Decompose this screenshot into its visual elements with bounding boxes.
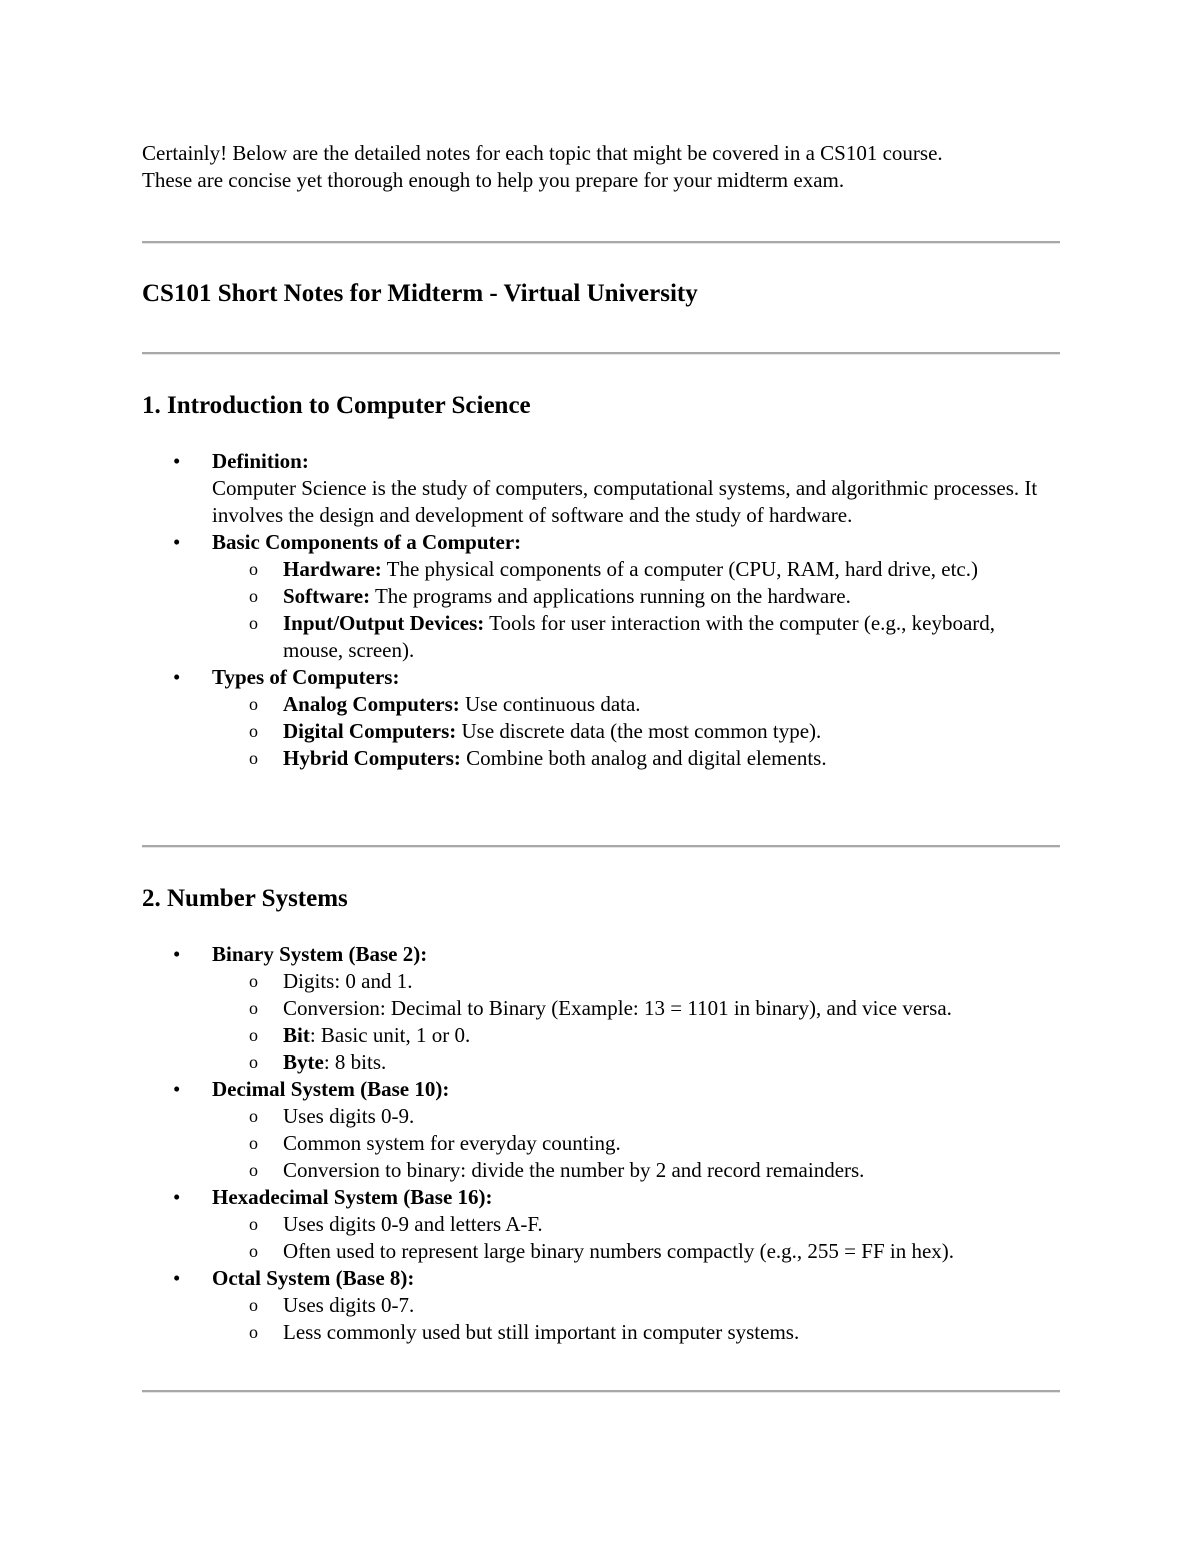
document-title: CS101 Short Notes for Midterm - Virtual University <box>142 280 698 307</box>
item-text: Often used to represent large binary numbers compactly (e.g., 255 = FF in hex). <box>283 1239 955 1263</box>
sublist-item <box>212 1103 1060 1130</box>
item-text: Uses digits 0-7. <box>283 1293 415 1317</box>
sublist-item <box>212 556 1060 583</box>
item-text: The programs and applications running on the hardware. <box>370 584 851 608</box>
item-term: Input/Output Devices: <box>283 611 485 635</box>
sublist-item <box>212 1319 1060 1346</box>
hex-sublist <box>212 1211 1060 1265</box>
list-item-types <box>142 664 1060 772</box>
definition-label: • Definition: <box>212 449 309 473</box>
item-text: Use discrete data (the most common type). <box>456 719 822 743</box>
sublist-item <box>212 968 1060 995</box>
sublist-item <box>212 610 1060 664</box>
item-text: Combine both analog and digital elements. <box>460 746 827 770</box>
octal-label: • Octal System (Base 8): <box>212 1266 415 1290</box>
item-text: The physical components of a computer (CPU, RAM, hard drive, etc.) <box>381 557 978 581</box>
sublist-item <box>212 1130 1060 1157</box>
sublist-item <box>212 745 1060 772</box>
list-item-definition <box>142 448 1060 529</box>
item-term: Digital Computers: <box>283 719 457 743</box>
item-term: Bit <box>283 1023 310 1047</box>
sublist-item <box>212 1157 1060 1184</box>
sublist-item <box>212 583 1060 610</box>
item-text: Less commonly used but still important in computer systems. <box>283 1320 800 1344</box>
definition-text: Computer Science is the study of computers, computational systems, and algorithmic processes. It involves the design and development of software and the study of hardware. <box>212 476 1038 527</box>
item-text: Digits: 0 and 1. <box>283 969 413 993</box>
item-text: Conversion: Decimal to Binary (Example: 13 = 1101 in binary), and vice versa. <box>283 996 952 1020</box>
item-term: Hybrid Computers: <box>283 746 461 770</box>
intro-line-1: Certainly! Below are the detailed notes for each topic that might be covered in a CS101 course. <box>142 141 943 165</box>
horizontal-rule <box>142 1390 1060 1393</box>
horizontal-rule <box>142 241 1060 244</box>
types-label: • Types of Computers: <box>212 665 400 689</box>
item-term: Analog Computers: <box>283 692 460 716</box>
intro-paragraph <box>142 140 1060 194</box>
octal-sublist <box>212 1292 1060 1346</box>
binary-sublist <box>212 968 1060 1076</box>
item-text: Uses digits 0-9. <box>283 1104 415 1128</box>
list-item-binary <box>142 941 1060 1076</box>
list-item-decimal <box>142 1076 1060 1184</box>
sublist-item <box>212 1238 1060 1265</box>
item-text: : Basic unit, 1 or 0. <box>309 1023 471 1047</box>
hex-label: • Hexadecimal System (Base 16): <box>212 1185 493 1209</box>
components-sublist <box>212 556 1060 664</box>
sublist-item <box>212 691 1060 718</box>
horizontal-rule <box>142 845 1060 848</box>
list-item-octal <box>142 1265 1060 1346</box>
list-item-components <box>142 529 1060 664</box>
decimal-label: • Decimal System (Base 10): <box>212 1077 450 1101</box>
horizontal-rule <box>142 352 1060 355</box>
item-text: Use continuous data. <box>459 692 641 716</box>
item-term: Hardware: <box>283 557 382 581</box>
types-sublist <box>212 691 1060 772</box>
decimal-sublist <box>212 1103 1060 1184</box>
sublist-item <box>212 1022 1060 1049</box>
binary-label: • Binary System (Base 2): <box>212 942 428 966</box>
item-text: Common system for everyday counting. <box>283 1131 621 1155</box>
section-number-systems-list <box>142 941 1060 1346</box>
item-text: Tools for user interaction with the computer (e.g., keyboard, mouse, screen). <box>283 611 996 662</box>
list-item-hexadecimal <box>142 1184 1060 1265</box>
sublist-item <box>212 1292 1060 1319</box>
item-term: Software: <box>283 584 371 608</box>
intro-line-2: These are concise yet thorough enough to help you prepare for your midterm exam. <box>142 168 845 192</box>
section-heading-number-systems: 2. Number Systems <box>142 885 348 912</box>
item-text: Uses digits 0-9 and letters A-F. <box>283 1212 543 1236</box>
section-intro-list <box>142 448 1060 772</box>
section-heading-intro: 1. Introduction to Computer Science <box>142 392 531 419</box>
sublist-item <box>212 1211 1060 1238</box>
item-text: : 8 bits. <box>323 1050 387 1074</box>
components-label: • Basic Components of a Computer: <box>212 530 522 554</box>
sublist-item <box>212 995 1060 1022</box>
item-term: Byte <box>283 1050 324 1074</box>
sublist-item <box>212 1049 1060 1076</box>
sublist-item <box>212 718 1060 745</box>
item-text: Conversion to binary: divide the number by 2 and record remainders. <box>283 1158 865 1182</box>
